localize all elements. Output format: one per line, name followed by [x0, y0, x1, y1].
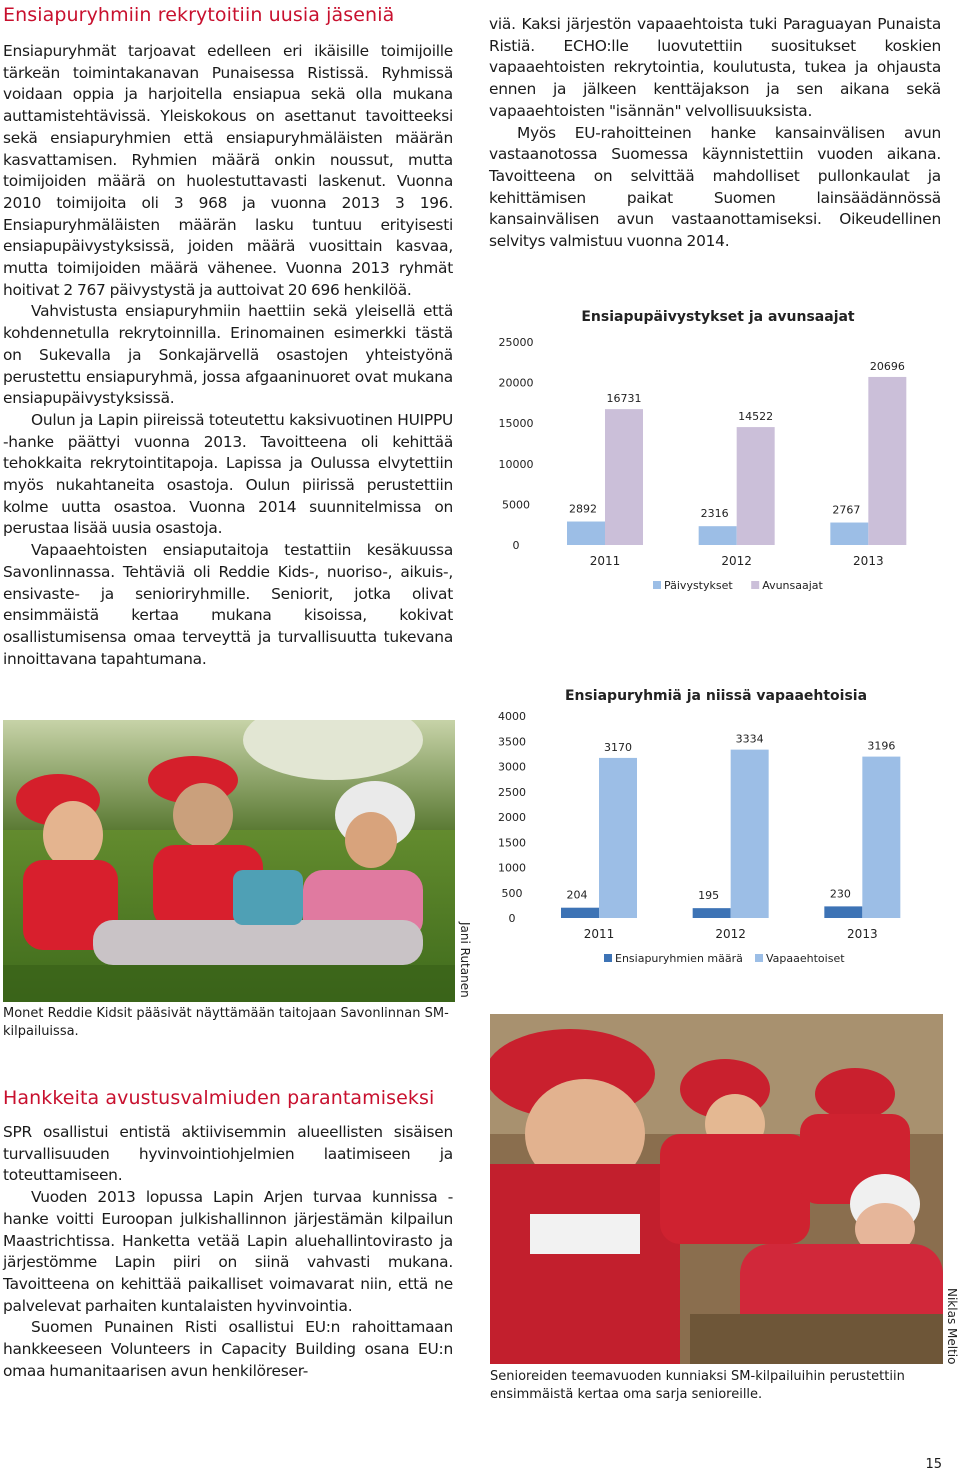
chart-emergency-duties [490, 300, 950, 600]
x-tick-label: 2012 [721, 554, 752, 568]
paragraph: SPR osallistui entistä aktiivisemmin alueellisten sisäisen turvallisuuden hyvinvointiohjelmien laatimiseen ja toteuttamiseen. [3, 1123, 453, 1185]
legend-swatch [755, 954, 763, 962]
y-tick-label: 5000 [502, 498, 530, 512]
data-label: 2316 [700, 507, 729, 521]
data-label: 14522 [738, 410, 774, 424]
y-tick-label: 0 [508, 912, 516, 925]
bar-series1 [693, 908, 731, 918]
x-tick-label: 2013 [847, 927, 878, 941]
photo-caption: Monet Reddie Kidsit pääsivät näyttämään taitojaan Savonlinnan SM-kilpailuissa. [3, 1006, 449, 1039]
section-heading-recruitment: Ensiapuryhmiin rekrytoitiin uusia jäseniä [3, 4, 395, 26]
chart-title: Ensiapuryhmiä ja niissä vapaaehtoisia [564, 688, 868, 704]
paragraph: Vapaaehtoisten ensiaputaitoja testattiin kesäkuussa Savonlinnassa. Tehtäviä oli Reddie Kids-, nuoriso-, aikuis-, ensivaste- ja senioriryhmille. Seniorit, jotka olivat ensimmäistä kertaa mukana kisoissa, kokivat osallistumisensa omaa terveyttä ja turvallisuutta tukevana innoittavana tapahtumana. [3, 541, 453, 668]
bar-series1 [830, 523, 868, 545]
data-label: 2767 [832, 503, 861, 517]
y-tick-label: 1000 [498, 861, 526, 875]
legend-label: Avunsaajat [762, 579, 823, 592]
bar-series2 [737, 427, 775, 545]
chart-title: Ensiapupäivystykset ja avunsaajat [581, 309, 855, 325]
y-tick-label: 500 [501, 886, 523, 900]
bar-series2 [599, 758, 637, 918]
y-tick-label: 3000 [498, 760, 526, 774]
page-number: 15 [925, 1457, 942, 1472]
bar-series2 [731, 750, 769, 918]
y-tick-label: 3500 [498, 735, 526, 749]
y-tick-label: 4000 [498, 710, 526, 723]
legend-label: Vapaaehtoiset [766, 952, 845, 965]
legend-label: Päivystykset [664, 579, 733, 592]
photo-seniors [490, 1014, 943, 1364]
paragraph: Vahvistusta ensiapuryhmiin haettiin sekä yleisellä että kohdennetulla rekrytoinnilla. Erinomainen esimerkki tästä on Sukevalla ja Sonkajärvellä osastojen yhteistyönä perustettu ensiapuryhmä, jossa afgaaninuoret ovat mukana ensiapupäivystyksissä. [3, 302, 453, 408]
data-label: 16731 [606, 392, 642, 406]
x-tick-label: 2013 [853, 554, 884, 568]
photo-caption: Senioreiden teemavuoden kunniaksi SM-kilpailuihin perustettiin ensimmäistä kertaa oma sarja senioreille. [490, 1369, 905, 1402]
left-column [3, 0, 453, 670]
y-tick-label: 25000 [498, 336, 534, 349]
bar-series1 [561, 908, 599, 918]
bar-series1 [699, 526, 737, 545]
legend-label: Ensiapuryhmien määrä [615, 952, 743, 965]
y-tick-label: 2500 [498, 785, 526, 799]
paragraph: Myös EU-rahoitteinen hanke kansainvälisen avun vastaanotossa Suomessa käynnistettiin vuoden aikana. Tavoitteena on selvittää mahdolliset pullonkaulat ja kehittämisen paikat Suomen lainsäädännössä kansainvälisen avun vastaanottamiseksi. Oikeudellinen selvitys valmistuu vuonna 2014. [489, 123, 941, 251]
left-column-lower [3, 1086, 453, 1382]
legend-swatch [653, 581, 661, 589]
right-column [489, 14, 941, 253]
y-tick-label: 20000 [498, 376, 534, 390]
data-label: 195 [698, 889, 720, 903]
photo-credit: Niklas Meltio [945, 1288, 959, 1365]
y-tick-label: 10000 [498, 457, 534, 471]
x-tick-label: 2012 [715, 927, 746, 941]
bar-series2 [868, 377, 906, 545]
bar-series2 [862, 757, 900, 918]
photo-reddie-kids [3, 720, 455, 1002]
y-tick-label: 0 [512, 539, 520, 552]
y-tick-label: 1500 [498, 836, 526, 850]
y-tick-label: 2000 [498, 811, 526, 824]
bar-series1 [567, 522, 605, 545]
paragraph: Vuoden 2013 lopussa Lapin Arjen turvaa kunnissa -hanke voitti Euroopan julkishallinnon järjestämän kilpailun Maastrichtissa. Hanketta vetää Lapin aluehallintovirasto ja järjestömme Lapin piiri on siinä vahvasti mukana. Tavoitteena on kehittää paikalliset voimavarat niin, että ne palvelevat parhaiten kuntalaisten hyvinvointia. [3, 1188, 453, 1315]
section-heading-projects: Hankkeita avustusvalmiuden parantamiseksi [3, 1087, 435, 1109]
data-label: 3170 [604, 740, 632, 754]
x-tick-label: 2011 [589, 554, 621, 568]
bar-series2 [605, 409, 643, 545]
data-label: 3196 [867, 739, 896, 753]
y-tick-label: 15000 [498, 417, 534, 431]
chart-first-aid-groups [490, 680, 950, 970]
bar-series1 [824, 906, 862, 918]
data-label: 2892 [569, 502, 597, 516]
paragraph: Ensiapuryhmät tarjoavat edelleen eri ikäisille toimijoille tärkeän toimintakanavan Punaisessa Ristissä. Ryhmissä voidaan oppia ja harjoitella ensiapua sekä olla mukana auttamistehtävissä. Yleiskokous on asettanut tavoitteeksi sekä ensiapuryhmien että ensiapuryhmäläisten määrän kasvattamisen. Ryhmien määrä onkin noussut, mutta toimijoiden määrä on huolestuttavasti laskenut. Vuonna 2010 toimijoita oli 3 968 ja vuonna 2013 3 196. Ensiapuryhmäläisten määrän lasku tuntuu erityisesti ensiapupäivystyksissä, joiden määrä vuosittain kasvaa, mutta toimijoiden määrä vähenee. Vuonna 2013 ryhmät hoitivat 2 767 päivystystä ja auttoivat 20 696 henkilöä. [3, 42, 453, 299]
data-label: 230 [829, 887, 851, 901]
data-label: 3334 [735, 732, 764, 746]
paragraph: Suomen Punainen Risti osallistui EU:n rahoittamaan hankkeeseen Volunteers in Capacity Building osana EU:n omaa humanitaarisen avun henkilöreser- [3, 1318, 453, 1380]
data-label: 204 [566, 888, 588, 902]
legend-swatch [604, 954, 612, 962]
paragraph: Oulun ja Lapin piireissä toteutettu kaksivuotinen HUIPPU -hanke päättyi vuonna 2013. Tavoitteena oli kehittää tehokkaita rekrytointitapoja. Lapissa ja Oulussa elvytettiin myös nukahtaneita osastoja. Oulun piirissä perustettiin kolme uutta osastoa. Vuonna 2014 suunnitelmissa on perustaa lisää uusia osastoja. [3, 410, 453, 538]
photo-credit: Jani Rutanen [458, 922, 472, 998]
legend-swatch [751, 581, 759, 589]
data-label: 20696 [869, 359, 905, 373]
x-tick-label: 2011 [583, 927, 615, 941]
paragraph: viä. Kaksi järjestön vapaaehtoista tuki Paraguayan Punaista Ristiä. ECHO:lle luovutettiin suositukset koskien vapaaehtoisten rekrytointia, koulutusta, tukea ja ohjausta ennen ja jälkeen kenttäjakson ja sen aikana sekä vapaaehtoisten "isännän" velvollisuuksista. [489, 15, 941, 120]
